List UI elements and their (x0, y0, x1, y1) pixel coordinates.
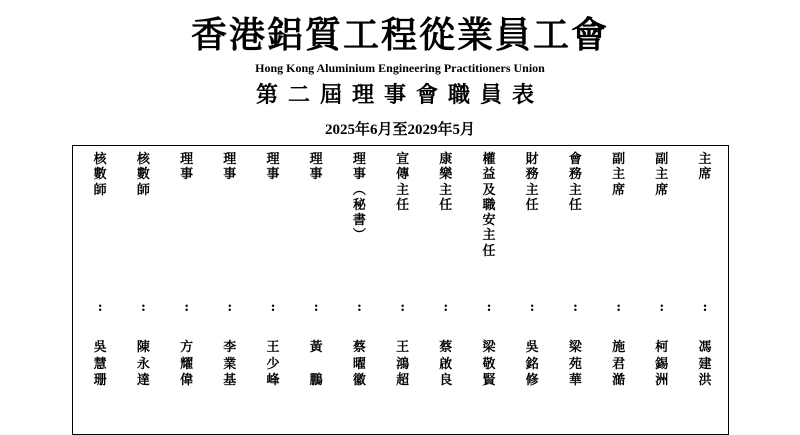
roster-table (72, 145, 729, 435)
member-name: 吳 慧 珊 (93, 340, 107, 388)
union-name: 香港鋁質工程從業員工會 (190, 14, 609, 56)
union-name-english: Hong Kong Aluminium Engineering Practitioners Union (255, 61, 545, 75)
roster-column (261, 152, 285, 432)
position-title: 權 益 及 職 安 主 任 (482, 152, 496, 259)
position-title: 理 事 (309, 152, 323, 183)
position-title: 康 樂 主 任 (439, 152, 453, 213)
separator-colon: : (313, 300, 319, 315)
position-title: 核 數 師 (93, 152, 107, 198)
roster-column (175, 152, 199, 432)
member-name: 施 君 澔 (612, 340, 626, 388)
member-name: 陳 永 達 (136, 340, 150, 388)
member-name: 王 少 峰 (266, 340, 280, 388)
member-name: 李 業 基 (223, 340, 237, 388)
member-name: 蔡 曜 徽 (352, 340, 366, 388)
separator-colon: : (702, 300, 708, 315)
separator-colon: : (227, 300, 233, 315)
position-title: 理 事 (223, 152, 237, 183)
separator-colon: : (529, 300, 535, 315)
roster-column (563, 152, 587, 432)
roster-column (434, 152, 458, 432)
roster-column (304, 152, 328, 432)
position-title: 理 事 (266, 152, 280, 183)
roster-column (650, 152, 674, 432)
position-title: 副 主 席 (655, 152, 669, 198)
position-title: 主 席 (698, 152, 712, 183)
position-title: 核 數 師 (136, 152, 150, 198)
separator-colon: : (140, 300, 146, 315)
roster-column (607, 152, 631, 432)
roster-title: 第二屆理事會職員表 (255, 82, 544, 108)
position-title: 副 主 席 (612, 152, 626, 198)
member-name: 柯 錫 洲 (655, 340, 669, 388)
separator-colon: : (97, 300, 103, 315)
separator-colon: : (443, 300, 449, 315)
roster-column (477, 152, 501, 432)
separator-colon: : (616, 300, 621, 315)
position-title: 會 務 主 任 (568, 152, 582, 213)
separator-colon: : (184, 300, 189, 315)
term-period: 2025年6月至2029年5月 (324, 122, 475, 138)
position-title: 財 務 主 任 (525, 152, 539, 213)
position-title: 理 事 (180, 152, 194, 183)
member-name: 方 耀 偉 (180, 340, 194, 388)
roster-column (88, 152, 112, 432)
roster-column (347, 152, 371, 432)
member-name: 吳 銘 修 (525, 340, 539, 388)
roster-column (520, 152, 544, 432)
member-name: 梁 苑 華 (568, 340, 582, 388)
roster-column (693, 152, 717, 432)
position-title: 宣 傳 主 任 (396, 152, 410, 213)
member-name: 黃 鵬 (309, 340, 323, 388)
roster-column (218, 152, 242, 432)
separator-colon: : (572, 300, 578, 315)
member-name: 梁 敬 賢 (482, 340, 496, 388)
separator-colon: : (356, 300, 362, 315)
separator-colon: : (486, 300, 492, 315)
member-name: 王 鴻 超 (396, 340, 410, 388)
separator-colon: : (659, 300, 665, 315)
separator-colon: : (270, 300, 276, 315)
roster-column (391, 152, 415, 432)
member-name: 馮 建 洪 (698, 340, 712, 388)
position-title: 理 事 ︵ 秘 書 ︶ (352, 152, 366, 244)
separator-colon: : (400, 300, 405, 315)
member-name: 蔡 啟 良 (439, 340, 453, 388)
roster-column (131, 152, 155, 432)
